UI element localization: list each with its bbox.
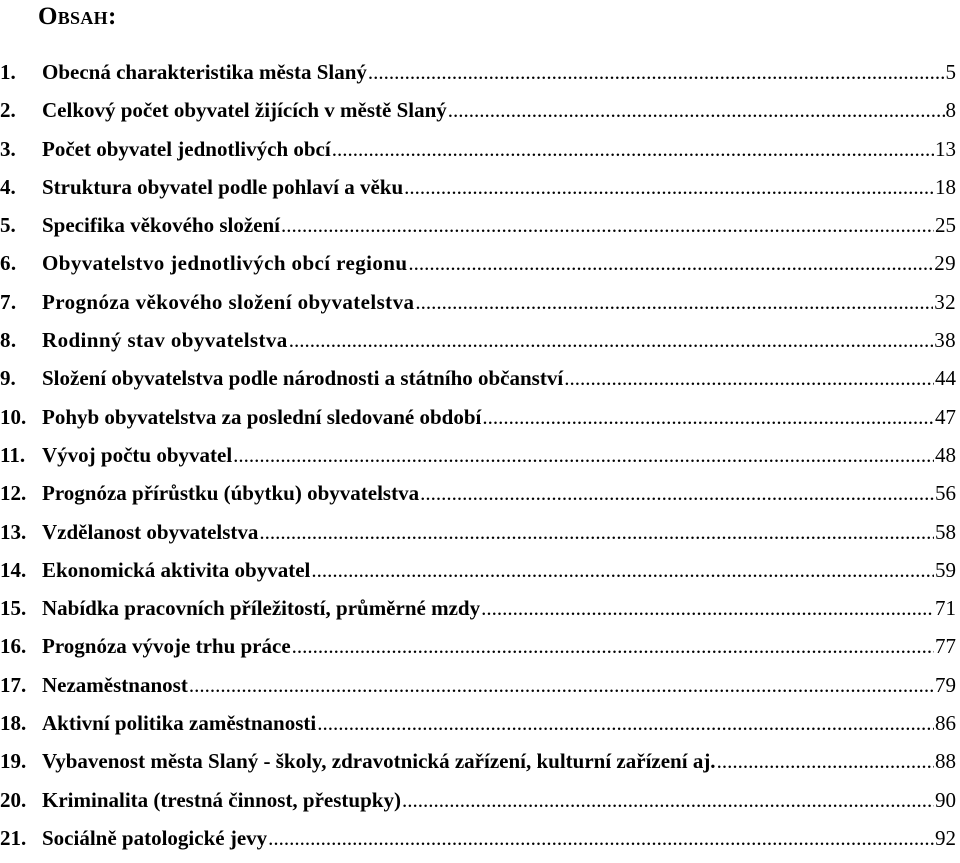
toc-entry-number: 16. [0, 634, 27, 659]
toc-entry[interactable] [0, 519, 956, 557]
toc-entry[interactable] [0, 595, 956, 633]
toc-entry-page: 13 [935, 136, 956, 161]
toc-dot-leader [311, 557, 934, 583]
toc-dot-leader [332, 136, 934, 162]
toc-entry-page: 77 [935, 634, 956, 659]
toc-entry-number: 4. [0, 174, 16, 199]
toc-entry-page: 5 [945, 60, 956, 84]
toc-entry-number: 13. [0, 519, 27, 544]
toc-entry[interactable] [0, 710, 956, 748]
toc-entry-title: Vybavenost města Slaný - školy, zdravotnická zařízení, kulturní zařízení aj. [42, 749, 716, 774]
toc-entry-page: 38 [934, 328, 956, 353]
toc-entry-page: 79 [935, 672, 956, 697]
toc-dot-leader [292, 633, 934, 659]
toc-dot-leader [482, 404, 934, 430]
toc-entry-number: 2. [0, 98, 16, 123]
toc-entry-number: 17. [0, 672, 27, 697]
toc-dot-leader [481, 595, 934, 621]
toc-entry-number: 20. [0, 787, 27, 812]
toc-entry-page: 25 [935, 213, 956, 238]
toc-entry-title: Vývoj počtu obyvatel [42, 442, 233, 467]
toc-entry-title: Prognóza věkového složení obyvatelstva [42, 289, 415, 314]
toc-entry[interactable] [0, 787, 956, 825]
toc-entry-title: Sociálně patologické jevy [42, 825, 268, 850]
toc-dot-leader [420, 480, 934, 506]
toc-entry[interactable] [0, 327, 956, 365]
toc-dot-leader [404, 174, 934, 200]
toc-entry-number: 19. [0, 749, 27, 774]
toc-entry-title: Kriminalita (trestná činnost, přestupky) [42, 787, 401, 812]
toc-dot-leader [259, 519, 934, 545]
toc-entry[interactable] [0, 174, 956, 212]
toc-entry-page: 71 [935, 596, 956, 621]
toc-entry-page: 56 [935, 481, 956, 506]
toc-entry-number: 11. [0, 442, 26, 467]
toc-entry[interactable] [0, 289, 956, 327]
toc-entry-page: 92 [935, 825, 956, 850]
toc-dot-leader [368, 59, 945, 85]
toc-dot-leader [317, 710, 934, 736]
toc-entry-title: Obecná charakteristika města Slaný [42, 60, 367, 84]
toc-entry-title: Prognóza přírůstku (úbytku) obyvatelstva [42, 481, 420, 506]
toc-entry-page: 29 [934, 251, 956, 276]
toc-entry-number: 3. [0, 136, 16, 161]
toc-entry-title: Vzdělanost obyvatelstva [42, 519, 259, 544]
toc-entry-page: 90 [935, 787, 956, 812]
toc-entry-title: Obyvatelstvo jednotlivých obcí regionu [42, 251, 408, 276]
toc-dot-leader [233, 442, 934, 468]
toc-entry-title: Rodinný stav obyvatelstva [42, 328, 288, 353]
toc-entry[interactable] [0, 212, 956, 250]
toc-dot-leader [289, 327, 933, 353]
toc-entry-number: 15. [0, 596, 27, 621]
toc-entry-title: Aktivní politika zaměstnanosti [42, 711, 317, 736]
toc-entry[interactable] [0, 97, 956, 135]
toc-dot-leader [402, 787, 934, 813]
toc-dot-leader [448, 97, 945, 123]
toc-dot-leader [564, 365, 934, 391]
toc-entry-page: 58 [935, 519, 956, 544]
toc-entry[interactable] [0, 825, 956, 863]
toc-entry-number: 21. [0, 825, 27, 850]
toc-entry-title: Struktura obyvatel podle pohlaví a věku [42, 174, 404, 199]
toc-entry-number: 7. [0, 289, 17, 314]
toc-entry[interactable] [0, 633, 956, 671]
toc-entry-number: 9. [0, 366, 16, 391]
toc-entry-title: Složení obyvatelstva podle národnosti a státního občanství [42, 366, 564, 391]
toc-entry-page: 59 [935, 557, 956, 582]
toc-entry-page: 8 [945, 98, 956, 123]
toc-entry-page: 47 [935, 404, 956, 429]
toc-dot-leader [408, 250, 933, 276]
toc-entry[interactable] [0, 404, 956, 442]
toc-entry-page: 86 [935, 711, 956, 736]
table-of-contents [0, 59, 956, 863]
toc-entry[interactable] [0, 250, 956, 288]
toc-entry-number: 10. [0, 404, 27, 429]
toc-entry-title: Nezaměstnanost [42, 672, 188, 697]
toc-dot-leader [281, 212, 934, 238]
toc-entry-title: Nabídka pracovních příležitostí, průměrné mzdy [42, 596, 481, 621]
toc-entry-title: Ekonomická aktivita obyvatel [42, 557, 311, 582]
toc-entry[interactable] [0, 136, 956, 174]
toc-entry[interactable] [0, 442, 956, 480]
toc-entry-page: 32 [934, 289, 956, 314]
toc-entry-number: 1. [0, 60, 16, 84]
toc-dot-leader [268, 825, 934, 851]
toc-entry-page: 88 [935, 749, 956, 774]
toc-entry[interactable] [0, 365, 956, 403]
toc-entry-page: 48 [935, 442, 956, 467]
toc-entry-title: Pohyb obyvatelstva za poslední sledované období [42, 404, 482, 429]
toc-dot-leader [189, 672, 934, 698]
toc-entry[interactable] [0, 480, 956, 518]
toc-entry-title: Celkový počet obyvatel žijících v městě Slaný [42, 98, 447, 123]
toc-entry[interactable] [0, 59, 956, 97]
toc-entry[interactable] [0, 557, 956, 595]
toc-entry-number: 6. [0, 251, 17, 276]
toc-entry[interactable] [0, 672, 956, 710]
toc-entry-page: 44 [935, 366, 956, 391]
toc-entry-number: 8. [0, 328, 17, 353]
toc-dot-leader [717, 748, 934, 774]
toc-entry-number: 12. [0, 481, 27, 506]
toc-entry-page: 18 [935, 174, 956, 199]
toc-entry-number: 14. [0, 557, 27, 582]
toc-entry-title: Počet obyvatel jednotlivých obcí [42, 136, 331, 161]
toc-entry-title: Specifika věkového složení [42, 213, 281, 238]
toc-dot-leader [415, 289, 933, 315]
toc-heading: Obsah: [38, 3, 117, 30]
toc-entry-title: Prognóza vývoje trhu práce [42, 634, 291, 659]
toc-entry-number: 18. [0, 711, 27, 736]
toc-entry-number: 5. [0, 213, 16, 238]
toc-entry[interactable] [0, 748, 956, 786]
